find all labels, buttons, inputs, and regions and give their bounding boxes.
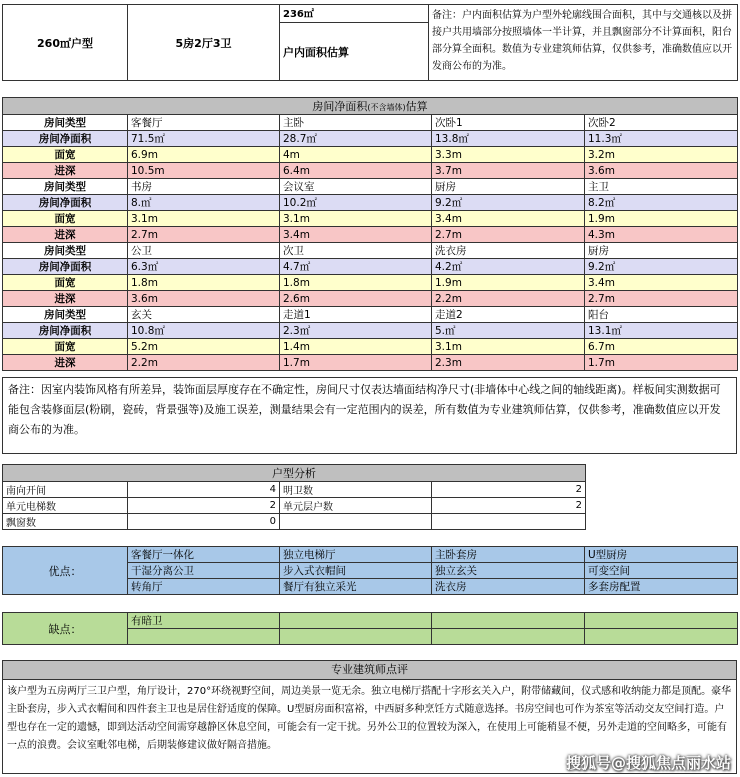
room-width-label: 面宽 xyxy=(3,275,128,291)
cons-item xyxy=(280,629,432,645)
room-depth-row xyxy=(3,163,738,179)
room-type-cell: 书房 xyxy=(128,179,280,195)
layout-type: 5房2厅3卫 xyxy=(128,5,280,81)
room-width-cell: 3.4m xyxy=(432,211,585,227)
room-width-label: 面宽 xyxy=(3,339,128,355)
room-depth-cell: 2.7m xyxy=(128,227,280,243)
room-depth-cell: 2.2m xyxy=(128,355,280,371)
header-table xyxy=(2,4,738,81)
room-area-cell: 8.㎡ xyxy=(128,195,280,211)
room-type-cell: 次卧2 xyxy=(585,115,738,131)
room-depth-cell: 6.4m xyxy=(280,163,432,179)
cons-item xyxy=(280,613,432,629)
room-depth-cell: 2.3m xyxy=(432,355,585,371)
room-width-cell: 1.8m xyxy=(280,275,432,291)
room-depth-label: 进深 xyxy=(3,227,128,243)
analysis-label: 飘窗数 xyxy=(3,514,128,530)
room-area-row xyxy=(3,259,738,275)
pros-item: 独立玄关 xyxy=(432,563,585,579)
room-depth-cell: 3.6m xyxy=(128,291,280,307)
room-type-cell: 厨房 xyxy=(432,179,585,195)
room-depth-label: 进深 xyxy=(3,355,128,371)
cons-item: 有暗卫 xyxy=(128,613,280,629)
analysis-label: 单元层户数 xyxy=(280,498,432,514)
room-area-label: 房间净面积 xyxy=(3,131,128,147)
room-type-cell: 洗衣房 xyxy=(432,243,585,259)
analysis-row xyxy=(3,498,586,514)
pros-label: 优点： xyxy=(3,547,128,595)
room-depth-cell: 1.7m xyxy=(280,355,432,371)
room-type-cell: 走道2 xyxy=(432,307,585,323)
room-type-cell: 走道1 xyxy=(280,307,432,323)
area-total: 260㎡户型 xyxy=(3,5,128,81)
room-depth-label: 进深 xyxy=(3,163,128,179)
room-width-cell: 1.9m xyxy=(585,211,738,227)
room-width-cell: 4m xyxy=(280,147,432,163)
room-area-cell: 6.3㎡ xyxy=(128,259,280,275)
pros-item: 转角厅 xyxy=(128,579,280,595)
analysis-value: 2 xyxy=(432,482,586,498)
room-width-cell: 5.2m xyxy=(128,339,280,355)
cons-table xyxy=(2,612,738,645)
room-type-cell: 玄关 xyxy=(128,307,280,323)
expert-review-body: 该户型为五房两厅三卫户型，角厅设计，270°环绕视野空间，周边美景一览无余。独立电梯厅搭配十字形玄关入户，附带储藏间，仪式感和收纳能力都是顶配。豪华主卧套房，步入式衣帽间和四件套主卫也是居住舒适度的保障。U型厨房面积富裕，中西厨多种烹饪方式随意选择。书房空间也可作为茶室等活动交友空间打造。户型也存在一定的遗憾，即到达活动空间需穿越静区休息空间，可能会有一定干扰。另外公卫的位置较为深入，在使用上可能稍显不便，另外走道的空间略多，可能有一点的浪费。会议室毗邻电梯，后期装修建议做好隔音措施。 xyxy=(2,680,737,774)
room-type-cell: 公卫 xyxy=(128,243,280,259)
room-width-row xyxy=(3,147,738,163)
room-width-row xyxy=(3,211,738,227)
room-depth-label: 进深 xyxy=(3,291,128,307)
room-width-cell: 6.9m xyxy=(128,147,280,163)
room-type-label: 房间类型 xyxy=(3,307,128,323)
room-area-cell: 5.㎡ xyxy=(432,323,585,339)
room-width-row xyxy=(3,275,738,291)
analysis-value xyxy=(432,514,586,530)
room-depth-cell: 2.7m xyxy=(585,291,738,307)
room-type-cell: 次卧1 xyxy=(432,115,585,131)
room-type-cell: 主卫 xyxy=(585,179,738,195)
room-area-cell: 9.2㎡ xyxy=(432,195,585,211)
room-type-label: 房间类型 xyxy=(3,115,128,131)
room-area-cell: 13.8㎡ xyxy=(432,131,585,147)
room-area-row xyxy=(3,131,738,147)
room-width-cell: 6.7m xyxy=(585,339,738,355)
analysis-value: 0 xyxy=(128,514,280,530)
analysis-table xyxy=(2,464,586,530)
room-depth-cell: 4.3m xyxy=(585,227,738,243)
room-area-cell: 13.1㎡ xyxy=(585,323,738,339)
pros-item: 客餐厅一体化 xyxy=(128,547,280,563)
room-area-cell: 9.2㎡ xyxy=(585,259,738,275)
room-depth-row xyxy=(3,355,738,371)
room-type-row xyxy=(3,179,738,195)
room-depth-cell: 10.5m xyxy=(128,163,280,179)
room-width-cell: 3.1m xyxy=(128,211,280,227)
cons-item xyxy=(585,629,738,645)
room-area-row xyxy=(3,323,738,339)
room-type-cell: 阳台 xyxy=(585,307,738,323)
room-width-cell: 1.4m xyxy=(280,339,432,355)
indoor-area-label: 户内面积估算 xyxy=(280,23,429,81)
room-area-cell: 10.2㎡ xyxy=(280,195,432,211)
room-type-cell: 客餐厅 xyxy=(128,115,280,131)
room-area-cell: 4.2㎡ xyxy=(432,259,585,275)
room-depth-row xyxy=(3,227,738,243)
pros-table xyxy=(2,546,738,595)
analysis-value: 2 xyxy=(128,498,280,514)
room-width-cell: 1.9m xyxy=(432,275,585,291)
room-area-cell: 10.8㎡ xyxy=(128,323,280,339)
pros-item: 干湿分离公卫 xyxy=(128,563,280,579)
analysis-row xyxy=(3,482,586,498)
pros-item: 洗衣房 xyxy=(432,579,585,595)
analysis-title: 户型分析 xyxy=(3,465,586,482)
room-type-label: 房间类型 xyxy=(3,243,128,259)
pros-item: 主卧套房 xyxy=(432,547,585,563)
room-area-label: 房间净面积 xyxy=(3,323,128,339)
analysis-value: 4 xyxy=(128,482,280,498)
room-area-table xyxy=(2,97,738,371)
cons-item xyxy=(432,613,585,629)
analysis-label xyxy=(280,514,432,530)
room-width-cell: 1.8m xyxy=(128,275,280,291)
expert-review-title: 专业建筑师点评 xyxy=(2,660,737,680)
cons-item xyxy=(432,629,585,645)
room-depth-cell: 2.2m xyxy=(432,291,585,307)
room-area-row xyxy=(3,195,738,211)
pros-row xyxy=(3,547,738,563)
analysis-row xyxy=(3,514,586,530)
room-depth-cell: 3.4m xyxy=(280,227,432,243)
pros-item: 独立电梯厅 xyxy=(280,547,432,563)
room-type-row xyxy=(3,115,738,131)
room-width-label: 面宽 xyxy=(3,211,128,227)
pros-item: U型厨房 xyxy=(585,547,738,563)
room-width-label: 面宽 xyxy=(3,147,128,163)
pros-item: 可变空间 xyxy=(585,563,738,579)
room-depth-row xyxy=(3,291,738,307)
cons-item xyxy=(585,613,738,629)
analysis-label: 明卫数 xyxy=(280,482,432,498)
room-type-cell: 会议室 xyxy=(280,179,432,195)
room-area-label: 房间净面积 xyxy=(3,195,128,211)
room-type-cell: 主卧 xyxy=(280,115,432,131)
room-type-row xyxy=(3,307,738,323)
room-area-cell: 2.3㎡ xyxy=(280,323,432,339)
room-type-cell: 厨房 xyxy=(585,243,738,259)
pros-item: 多套房配置 xyxy=(585,579,738,595)
room-area-cell: 28.7㎡ xyxy=(280,131,432,147)
room-depth-cell: 3.6m xyxy=(585,163,738,179)
pros-item: 步入式衣帽间 xyxy=(280,563,432,579)
room-width-cell: 3.1m xyxy=(280,211,432,227)
room-type-row xyxy=(3,243,738,259)
analysis-label: 单元电梯数 xyxy=(3,498,128,514)
analysis-label: 南向开间 xyxy=(3,482,128,498)
room-width-cell: 3.4m xyxy=(585,275,738,291)
room-type-label: 房间类型 xyxy=(3,179,128,195)
room-depth-cell: 3.7m xyxy=(432,163,585,179)
cons-row xyxy=(3,613,738,629)
room-area-cell: 71.5㎡ xyxy=(128,131,280,147)
watermark: 搜狐号@搜狐焦点丽水站 xyxy=(566,754,732,772)
cons-item xyxy=(128,629,280,645)
room-depth-cell: 2.7m xyxy=(432,227,585,243)
room-depth-cell: 2.6m xyxy=(280,291,432,307)
room-area-label: 房间净面积 xyxy=(3,259,128,275)
room-area-cell: 4.7㎡ xyxy=(280,259,432,275)
cons-label: 缺点： xyxy=(3,613,128,645)
room-table-title: 房间净面积(不含墙体)估算 xyxy=(3,98,738,115)
indoor-area-value: 236㎡ xyxy=(280,5,429,23)
room-area-cell: 11.3㎡ xyxy=(585,131,738,147)
analysis-value: 2 xyxy=(432,498,586,514)
pros-item: 餐厅有独立采光 xyxy=(280,579,432,595)
header-note: 备注：户内面积估算为户型外轮廓线围合面积，其中与交通核以及拼接户共用墙部分按照墙体一半计算，并且飘窗部分不计算面积，阳台部分算全面积。数值为专业建筑师估算，仅供参考，准确数值应以开发商公布的为准。 xyxy=(429,5,738,81)
room-type-cell: 次卫 xyxy=(280,243,432,259)
room-area-cell: 8.2㎡ xyxy=(585,195,738,211)
room-width-cell: 3.3m xyxy=(432,147,585,163)
remark-note: 备注：因室内装饰风格有所差异，装饰面层厚度存在不确定性，房间尺寸仅表达墙面结构净尺寸(非墙体中心线之间的轴线距离)。样板间实测数据可能包含装修面层(粉刷，瓷砖，背景强等)及施工误差，测量结果会有一定范围内的误差，所有数值为专业建筑师估算，仅供参考，准确数值应以开发商公布的为准。 xyxy=(2,377,737,454)
room-depth-cell: 1.7m xyxy=(585,355,738,371)
room-width-row xyxy=(3,339,738,355)
room-width-cell: 3.1m xyxy=(432,339,585,355)
room-width-cell: 3.2m xyxy=(585,147,738,163)
